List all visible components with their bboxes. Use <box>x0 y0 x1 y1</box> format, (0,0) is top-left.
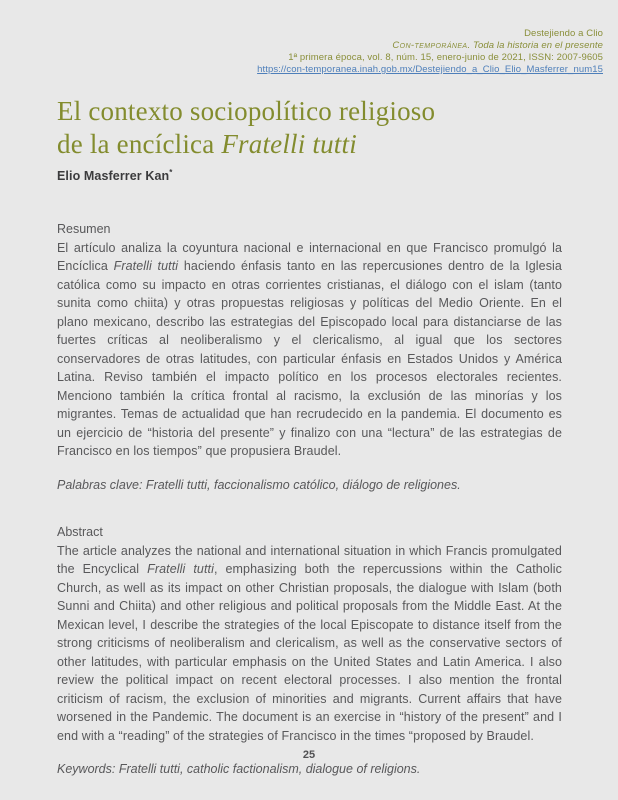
resumen-text-2: haciendo énfasis tanto en las repercusiones dentro de la Iglesia católica como su impacto en otras corrientes cristianas, el diálogo con el islam (tanto sunita como chiita) y otras propuestas religiosas y políticas del Medio Oriente. En el plano mexicano, describo las estrategias del Episcopado local para distanciarse de las fuertes críticas al neoliberalismo y el clericalismo, al igual que los sectores conservadores de otras latitudes, con particular énfasis en Estados Unidos y América Latina. Reviso también el impacto político en los procesos electorales recientes. Menciono también la crítica frontal al racismo, la exclusión de las minorías y los migrantes. Temas de actualidad que han recrudecido en la pandemia. El documento es un ejercicio de “historia del presente” y finalizo con una “lectura” de las estrategias de Francisco en los tiempos” que propusiera Braudel. <box>57 259 562 459</box>
article-title-encyclical-name: Fratelli tutti <box>221 129 357 159</box>
journal-name: Con-temporánea <box>392 40 468 51</box>
journal-tagline: . Toda la historia en el presente <box>467 40 603 51</box>
journal-series: Destejiendo a Clio <box>524 28 603 39</box>
article-title <box>57 95 562 161</box>
article-title-line2-prefix: de la encíclica <box>57 129 222 159</box>
page-number: 25 <box>302 749 316 761</box>
abstract-text-2: , emphasizing both the repercussions within the Catholic Church, as well as its impact on other Christian proposals, the dialogue with Islam (both Sunni and Chiita) and other religious and political proposals from the Middle East. At the Mexican level, I describe the strategies of the local Episcopate to distance itself from the strong criticisms of neoliberalism and clericalism, as well as the conservative sectors of other latitudes, with particular emphasis on the United States and Latin America. I also review the political impact on recent electoral processes. I also mention the frontal criticism of racism, the exclusion of minorities and migrants. Current affairs that have worsened in the Pandemic. The document is an exercise in “history of the present” and I end with a “reading” of the strategies of Francisco in the times “proposed by Braudel. <box>57 562 562 743</box>
palabras-clave: Palabras clave: Fratelli tutti, faccionalismo católico, diálogo de religiones. <box>57 477 461 492</box>
author-footnote-mark: * <box>169 168 173 177</box>
author-name <box>57 168 562 183</box>
resumen-encyclical-name: Fratelli tutti <box>113 259 179 274</box>
abstract-heading: Abstract <box>57 525 103 540</box>
article-title-line1: El contexto sociopolítico religioso <box>57 96 436 126</box>
resumen-paragraph <box>57 239 562 461</box>
abstract-encyclical-name: Fratelli tutti <box>147 562 214 577</box>
article-url-link[interactable]: https://con-temporanea.inah.gob.mx/Destejiendo_a_Clio_Elio_Masferrer_num15 <box>257 64 603 75</box>
resumen-section <box>57 220 562 494</box>
journal-header <box>257 28 603 76</box>
page-footer <box>0 749 618 761</box>
resumen-text-1: El artículo analiza la coyuntura nacional e internacional en que Francisco promulgó la Encíclica <box>57 240 562 274</box>
abstract-text-1: The article analyzes the national and international situation in which Francis promulgated the Encyclical <box>57 543 562 577</box>
resumen-heading: Resumen <box>57 222 111 237</box>
abstract-paragraph <box>57 542 562 746</box>
journal-name-line <box>257 40 603 52</box>
author-name-text: Elio Masferrer Kan <box>57 169 170 184</box>
issue-info: 1ª primera época, vol. 8, núm. 15, enero-junio de 2021, ISSN: 2007-9605 <box>288 52 603 63</box>
abstract-section <box>57 523 562 779</box>
keywords-en: Keywords: Fratelli tutti, catholic factionalism, dialogue of religions. <box>57 762 421 777</box>
